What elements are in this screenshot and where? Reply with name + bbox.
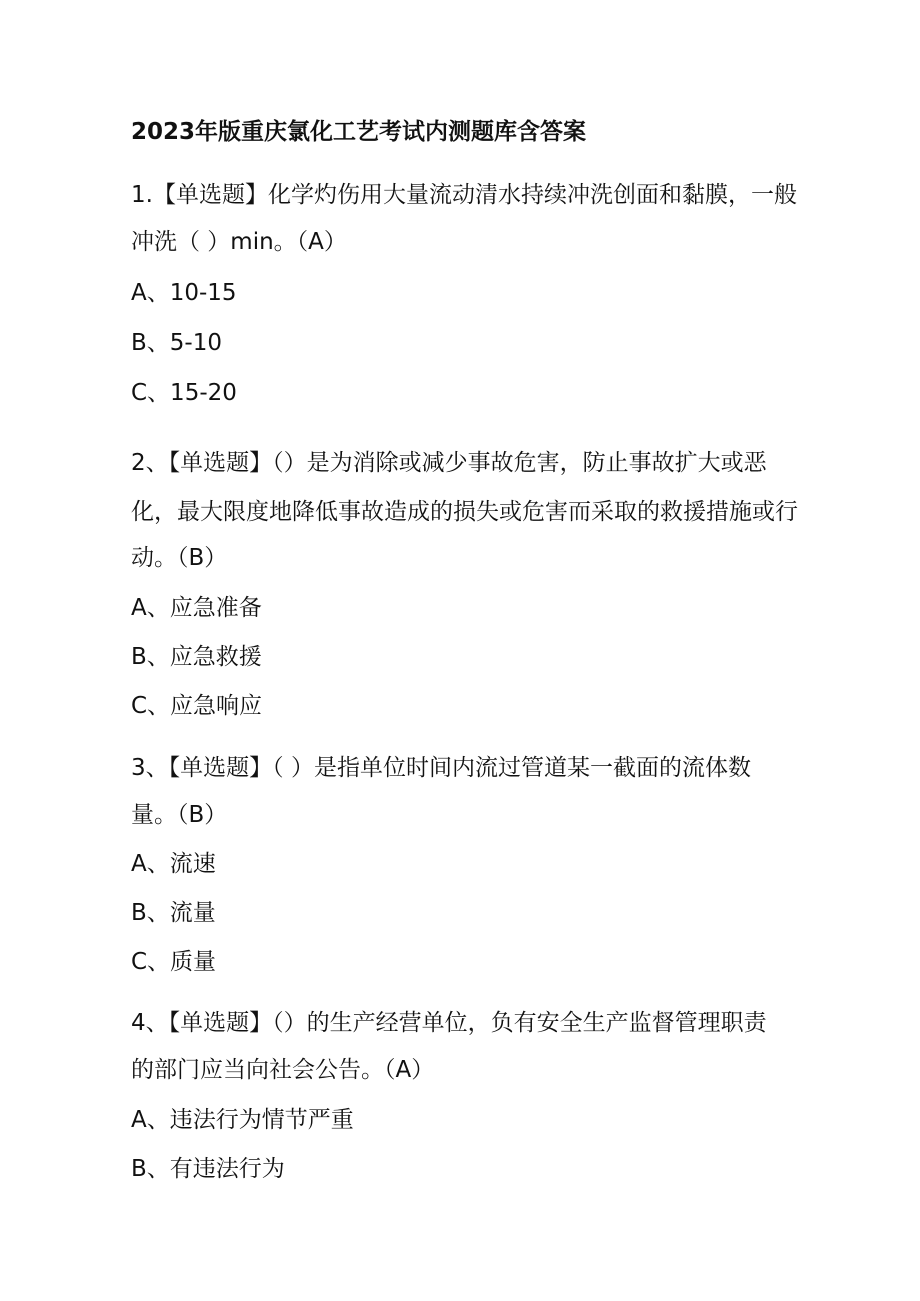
question-2-option-a: A、应急准备 xyxy=(131,595,262,621)
question-3-text-line-2: 量。（B） xyxy=(131,802,228,828)
question-4-option-a: A、违法行为情节严重 xyxy=(131,1107,354,1133)
question-3-option-c: C、质量 xyxy=(131,949,217,975)
question-1-text-line-1: 1.【单选题】化学灼伤用大量流动清水持续冲洗创面和黏膜，一般 xyxy=(131,182,797,208)
question-4-option-b: B、有违法行为 xyxy=(131,1156,285,1182)
question-2-option-b: B、应急救援 xyxy=(131,644,262,670)
question-2-text-line-3: 动。（B） xyxy=(131,545,228,571)
question-3-option-a: A、流速 xyxy=(131,851,216,877)
question-2-text-line-1: 2、【单选题】（）是为消除或减少事故危害，防止事故扩大或恶 xyxy=(131,450,767,476)
question-1-option-b: B、5-10 xyxy=(131,330,222,356)
question-4-text-line-1: 4、【单选题】（）的生产经营单位，负有安全生产监督管理职责 xyxy=(131,1010,767,1036)
document-title: 2023年版重庆氯化工艺考试内测题库含答案 xyxy=(131,119,587,145)
question-1-text-line-2: 冲洗（ ）min。（A） xyxy=(131,229,347,255)
question-3-text-line-1: 3、【单选题】（ ）是指单位时间内流过管道某一截面的流体数 xyxy=(131,755,751,781)
question-2-option-c: C、应急响应 xyxy=(131,693,263,719)
question-1-option-a: A、10-15 xyxy=(131,280,237,306)
question-2-text-line-2: 化，最大限度地降低事故造成的损失或危害而采取的救援措施或行 xyxy=(131,499,798,525)
question-1-option-c: C、15-20 xyxy=(131,380,237,406)
question-4-text-line-2: 的部门应当向社会公告。（A） xyxy=(131,1057,435,1083)
question-3-option-b: B、流量 xyxy=(131,900,216,926)
